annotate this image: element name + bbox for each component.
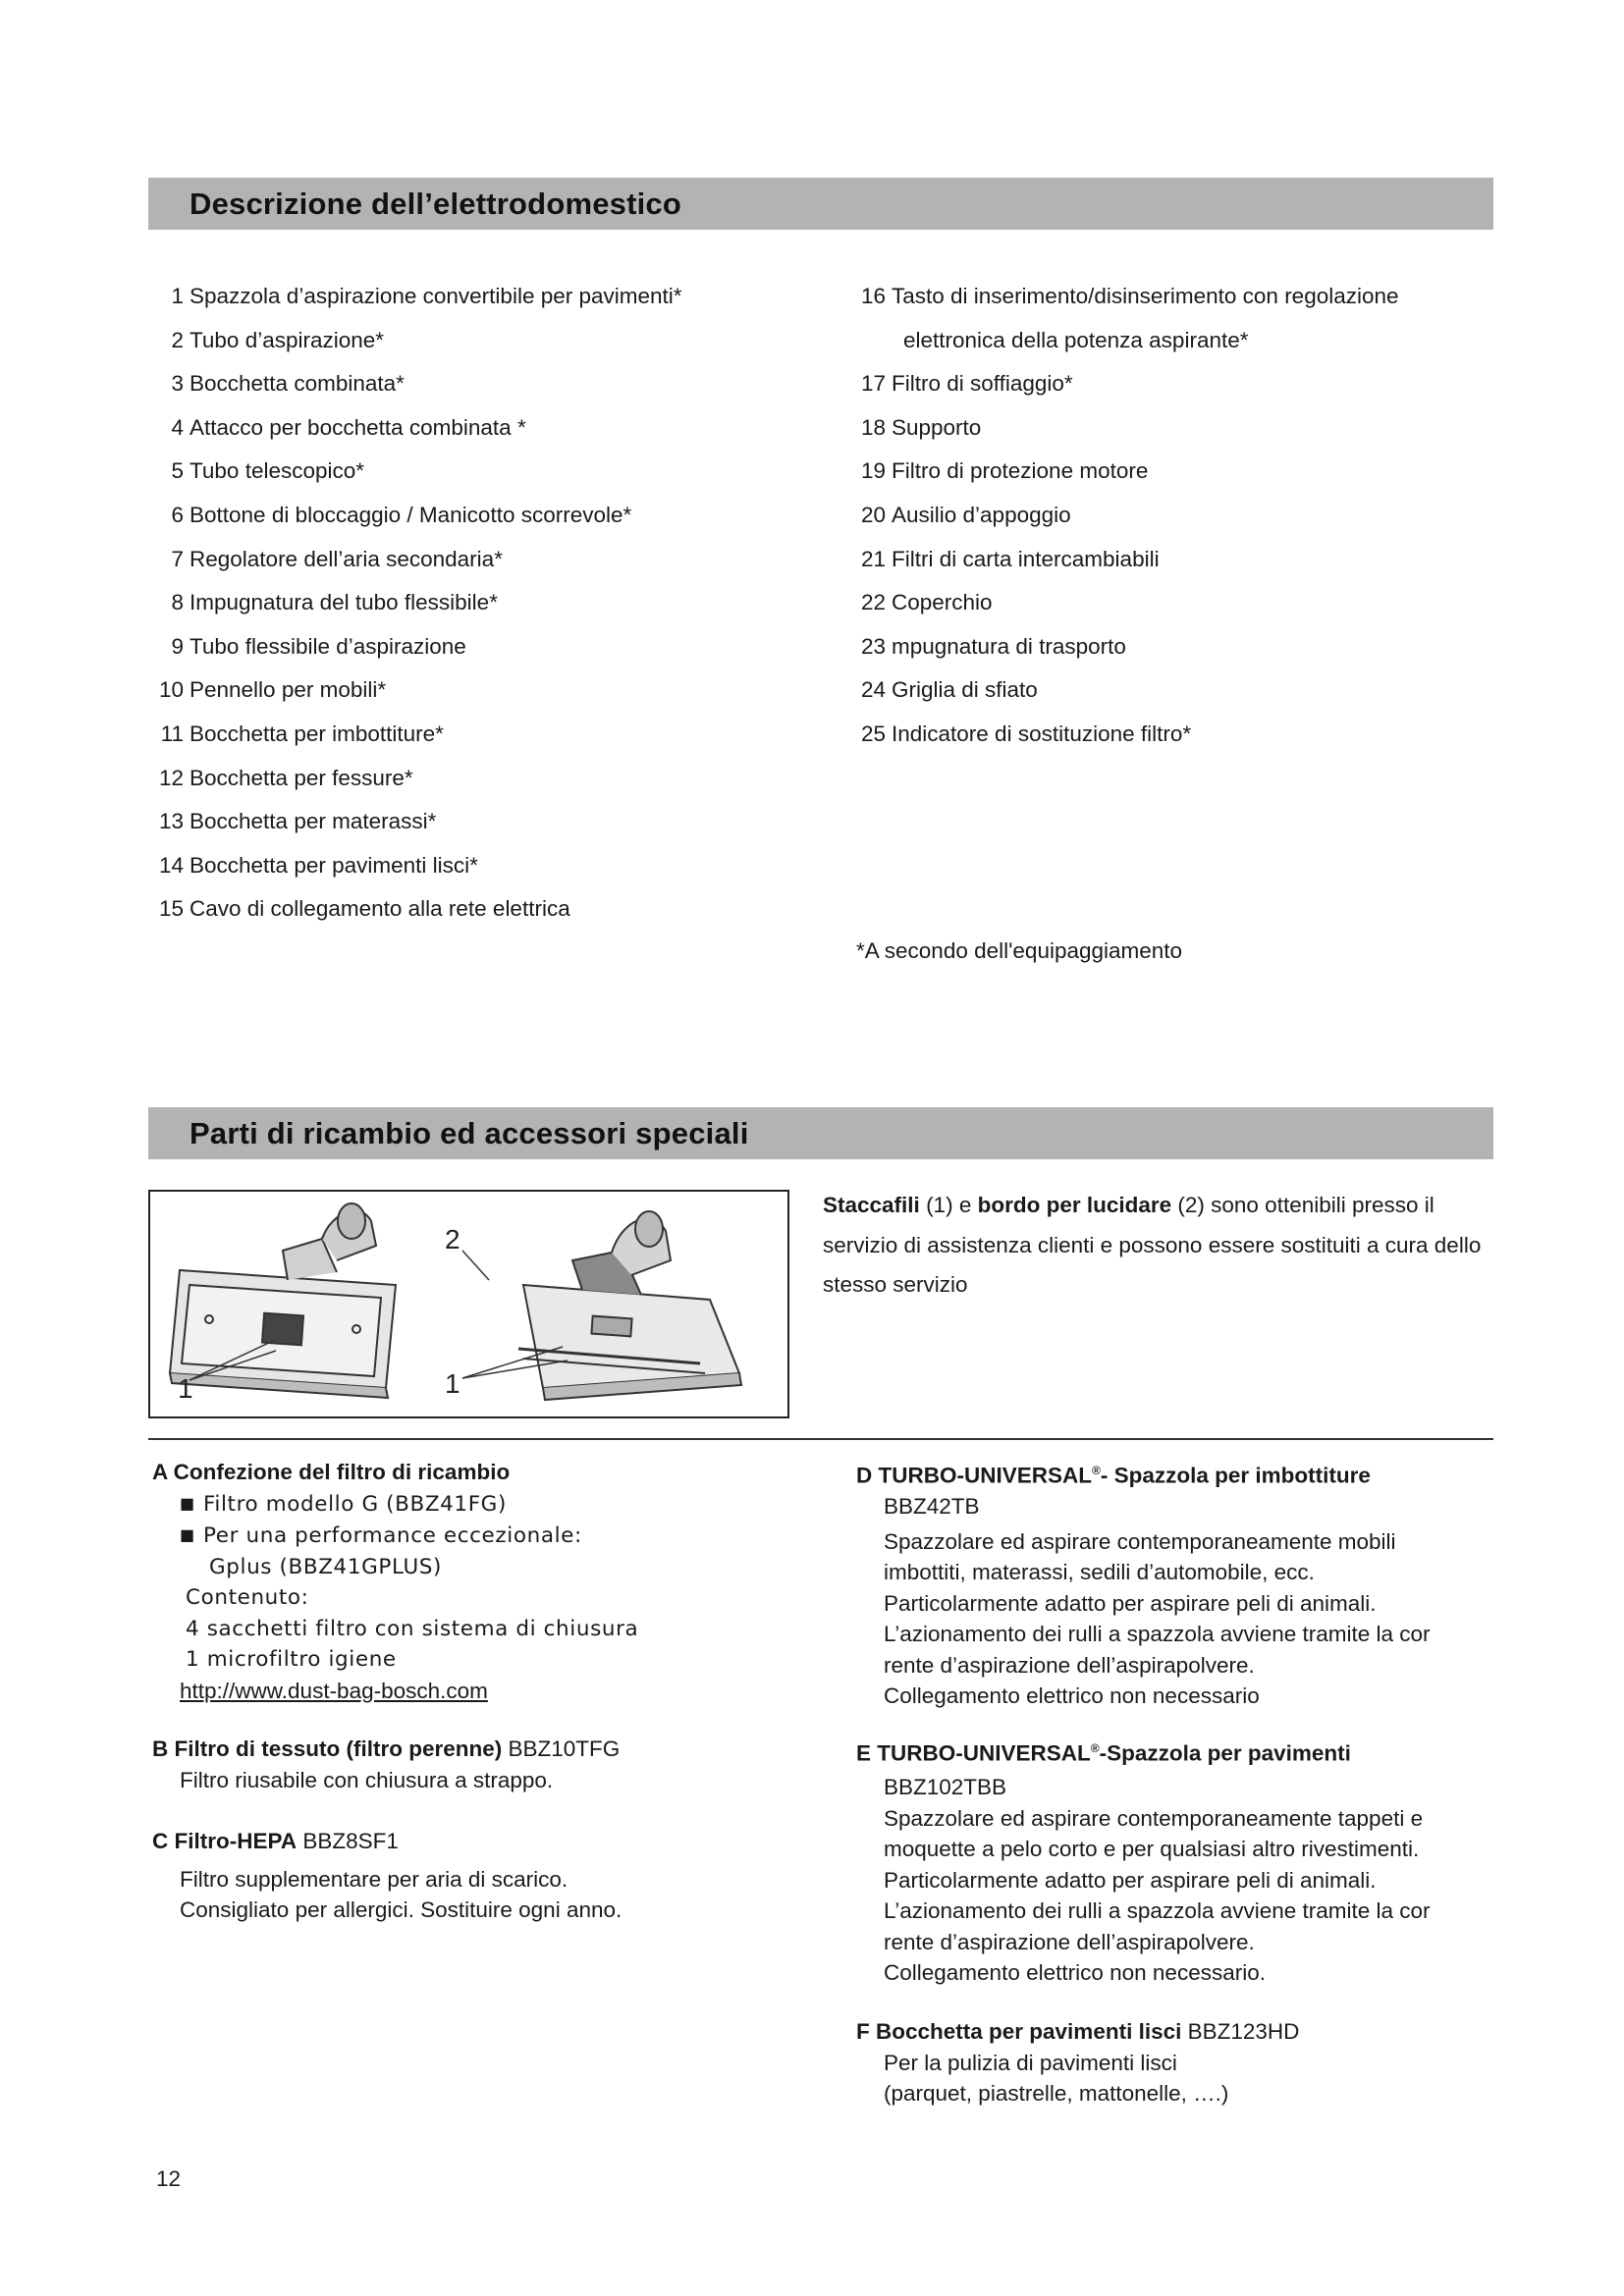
accessory-D: D TURBO-UNIVERSAL®- Spazzola per imbottiture BBZ42TB Spazzolare ed aspirare contemporaneamente mobili imbottiti, materassi, sedili d’automobile, ecc. Particolarmente adatto per aspirare peli di animali. L’azionamento dei rulli a spazzola avviene tramite la cor rente d’aspirazione dell’aspirapolvere. Collegamento elettrico non necessario (856, 1456, 1431, 1712)
floor-nozzle-underside (170, 1203, 396, 1398)
dust-bag-link[interactable]: http://www.dust-bag-bosch.com (180, 1678, 488, 1703)
list-item: 7 Regolatore dell’aria secondaria* (171, 546, 503, 571)
accessory-A-title: A Confezione del filtro di ricambio (152, 1460, 511, 1484)
list-item: 24 Griglia di sfiato (860, 677, 1038, 703)
description-line: Spazzolare ed aspirare contemporaneamente tappeti e (884, 1805, 1424, 1831)
list-item: 22 Coperchio (860, 590, 993, 615)
accessory-F: F Bocchetta per pavimenti lisci BBZ123HD Per la pulizia di pavimenti lisci (parquet, piastrelle, mattonelle, ….) (856, 2019, 1300, 2106)
list-item: 9 Tubo flessibile d’aspirazione (171, 633, 466, 659)
description-line: rente d’aspirazione dell’aspirapolvere. (884, 1929, 1255, 1954)
list-item: 25 Indicatore di sostituzione filtro* (860, 721, 1192, 746)
description-line: moquette a pelo corto e per qualsiasi altro rivestimenti. (884, 1837, 1420, 1861)
list-item: 10 Pennello per mobili* (158, 677, 387, 703)
description-line: Particolarmente adatto per aspirare peli di animali. (884, 1867, 1377, 1893)
section-title-spare-parts: Parti di ricambio ed accessori speciali (189, 1116, 749, 1150)
list-item: 21 Filtri di carta intercambiabili (860, 546, 1160, 571)
section-header-spare-parts (148, 1107, 1493, 1159)
description-line: Particolarmente adatto per aspirare peli di animali. (884, 1590, 1377, 1616)
list-item: 4 Attacco per bocchetta combinata * (171, 414, 526, 440)
list-item: 15 Cavo di collegamento alla rete elettrica (158, 896, 570, 922)
page-number: 12 (156, 2166, 182, 2191)
parts-list-right (850, 275, 1399, 757)
list-item: 17 Filtro di soffiaggio* (860, 371, 1073, 397)
spare-parts-intro: Staccafili (1) e bordo per lucidare (2) sono ottenibili presso il servizio di assistenza clienti e possono essere sostituiti a cura dello stesso servizio (823, 1193, 1482, 1297)
list-item: 1 Spazzola d’aspirazione convertibile per pavimenti* (171, 284, 682, 308)
accessory-B: B Filtro di tessuto (filtro perenne) BBZ10TFG Filtro riusabile con chiusura a strappo. (152, 1736, 621, 1792)
floor-nozzle-top (518, 1211, 741, 1400)
nozzle-figure (148, 1190, 789, 1418)
list-item: 20 Ausilio d’appoggio (860, 502, 1071, 527)
description-line: rente d’aspirazione dell’aspirapolvere. (884, 1652, 1255, 1678)
list-item: 12 Bocchetta per fessure* (158, 765, 413, 790)
accessory-C: C Filtro-HEPA BBZ8SF1 Filtro supplementare per aria di scarico. Consigliato per allergici. Sostituire ogni anno. (152, 1829, 623, 1922)
description-line: Collegamento elettrico non necessario. (884, 1960, 1266, 1985)
list-item: 18 Supporto (860, 414, 982, 440)
list-item: 3 Bocchetta combinata* (171, 371, 405, 397)
list-item: 23 mpugnatura di trasporto (860, 633, 1126, 659)
list-item: 13 Bocchetta per materassi* (158, 809, 437, 834)
label-right-2: 2 (445, 1224, 460, 1255)
label-right-1: 1 (445, 1368, 460, 1399)
description-line: imbottiti, materassi, sedili d’automobile, ecc. (884, 1560, 1315, 1584)
description-line: Collegamento elettrico non necessario (884, 1683, 1260, 1708)
list-item: 16 Tasto di inserimento/disinserimento con regolazione (860, 284, 1399, 308)
description-line: L’azionamento dei rulli a spazzola avviene tramite la cor (884, 1898, 1431, 1923)
parts-list-left (148, 275, 682, 932)
list-item: ■ Per una performance eccezionale: (180, 1523, 582, 1548)
accessory-E: E TURBO-UNIVERSAL®-Spazzola per pavimenti BBZ102TBB Spazzolare ed aspirare contemporaneamente tappeti e moquette a pelo corto e per qualsiasi altro rivestimenti. Particolarmente adatto per aspirare peli di animali. L’azionamento dei rulli a spazzola avviene tramite la cor rente d’aspirazione dell’aspirapolvere. Collegamento elettrico non necessario. (856, 1734, 1431, 1989)
list-item: 2 Tubo d’aspirazione* (171, 327, 385, 352)
label-left-1: 1 (178, 1373, 193, 1404)
nozzle-illustration (150, 1192, 787, 1416)
list-item: 8 Impugnatura del tubo flessibile* (171, 590, 498, 615)
section-title-description: Descrizione dell’elettrodomestico (189, 187, 682, 221)
list-item: 14 Bocchetta per pavimenti lisci* (158, 852, 478, 878)
list-item: 19 Filtro di protezione motore (860, 458, 1149, 484)
list-item: ■ Filtro modello G (BBZ41FG) (180, 1491, 507, 1517)
list-item: 6 Bottone di bloccaggio / Manicotto scorrevole* (171, 502, 632, 527)
list-item-continuation: elettronica della potenza aspirante* (903, 327, 1249, 352)
list-item: 5 Tubo telescopico* (171, 458, 365, 484)
description-line: Spazzolare ed aspirare contemporaneamente mobili (884, 1528, 1396, 1554)
description-line: L’azionamento dei rulli a spazzola avviene tramite la cor (884, 1622, 1431, 1646)
section-header-description (148, 178, 1493, 230)
equipment-footnote: *A secondo dell'equipaggiamento (856, 938, 1183, 963)
accessory-A: A Confezione del filtro di ricambio ■ Filtro modello G (BBZ41FG) ■ Per una performance eccezionale: Gplus (BBZ41GPLUS) Contenuto: 4 sacchetti filtro con sistema di chiusura 1 microfiltro igiene http://www.dust-bag-bosch.com (152, 1457, 638, 1706)
divider (148, 1438, 1493, 1440)
list-item: 11 Bocchetta per imbottiture* (160, 721, 444, 746)
